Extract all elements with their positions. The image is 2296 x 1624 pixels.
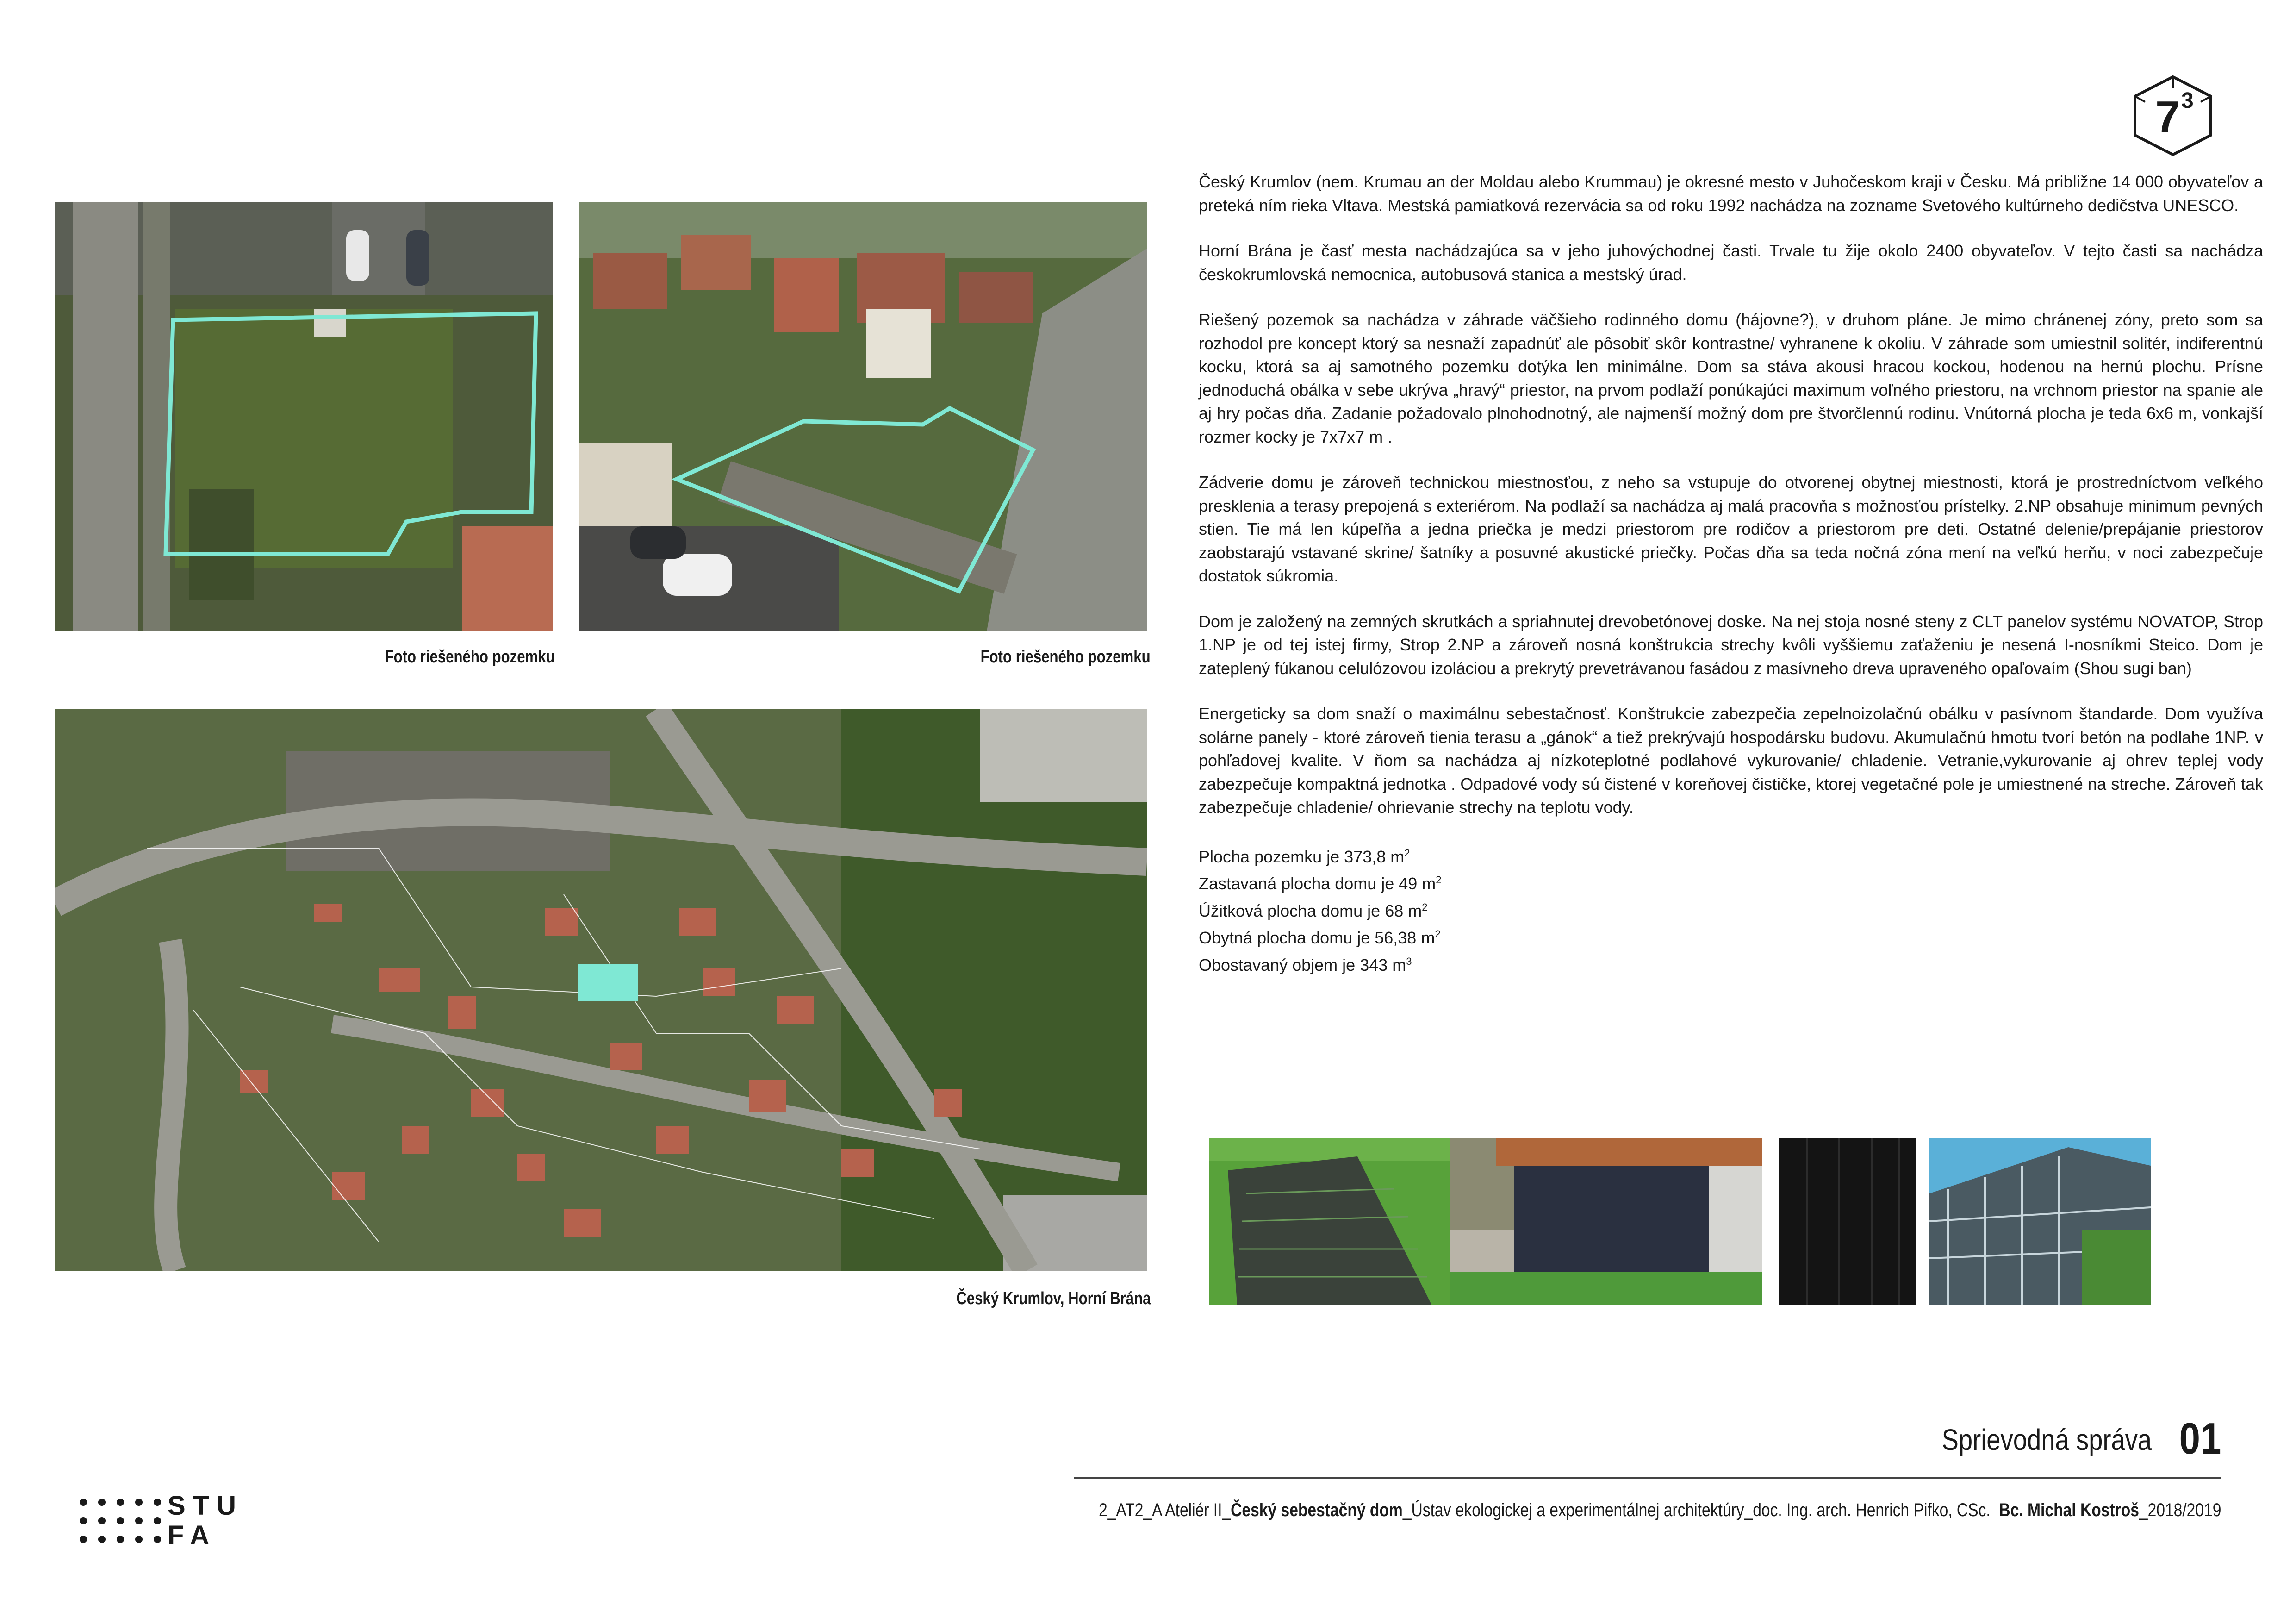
photo-caption-1: Foto riešeného pozemku: [385, 647, 555, 667]
area-item: Úžitková plocha domu je 68 $m^2$: [1199, 901, 1428, 920]
area-item: Zastavaná plocha domu je 49 $m^2$: [1199, 874, 1442, 893]
footer-divider: [1074, 1477, 2221, 1479]
photo-caption-2: Foto riešeného pozemku: [980, 647, 1151, 667]
paragraph-horni-brana: Horní Brána je časť mesta nachádzajúca sa v jeho juhovýchodnej časti. Trvale tu žije okolo 2400 obyvateľov. V tejto časti sa nachádza českokrumlovská nemocnica, autobusová stanica a mestský úrad.: [1199, 241, 2263, 284]
seven-cubed-logo: [2127, 74, 2219, 157]
paragraph-layout: Zádverie domu je zároveň technickou miestnosťou, z neho sa vstupuje do otvorenej obytnej miestnosti, ktorá je prostredníctvom veľkého presklenia a terasy prepojená s exteriérom. Na podlaží sa nachádza aj malá pracovňa s možnosťou prístelky. 2.NP obsahuje minimum pevných stien. Tie má len kúpeľňa a jedna priečka je medzi priestorom pre rodičov a priestorom pre deti. Ostatné delenie/prepájanie priestorov zaobstarajú vstavané skrine/ šatníky a posuvné akustické priečky. Počas dňa sa teda nočná zóna mení na veľkú herňu, v noci zabezpečuje dostatok súkromia.: [1199, 473, 2263, 585]
paragraph-construction: Dom je založený na zemných skrutkách a spriahnutej drevobetónovej doske. Na nej stoja nosné steny z CLT panelov systému NOVATOP, Strop 1.NP je od tej istej firmy, Strop 2.NP a zároveň nosná konštrukcia strechy kvôli vyššiemu zaťaženiu je nesená I-nosníkmi Steico. Dom je zateplený fúkanou celulózovou izoláciou a prekrytý prevetrávanou fasádou z masívneho dreva upraveného opaľovaím (Shou sugi ban): [1199, 612, 2263, 678]
paragraph-site: Riešený pozemok sa nachádza v záhrade väčšieho rodinného domu (hájovne?), v druhom pláne. Je mimo chránenej zóny, preto som sa rozhodol pre koncept ktorý sa nesnaží zapadnúť ale pôsobiť skôr kontrastne/ vyhranene k okoliu. V záhrade som umiestnil solitér, indiferentnú kocku, ktorá sa aj samotného pozemku dotýka len minimálne. Dom sa stáva akousi hracou kockou, hodenou na hernú plochu. Prísne jednoduchá obálka v sebe ukrýva „hravý“ priestor, na prvom podlaží ponúkajúci maximum voľného priestoru, na vrchnom priestor na spanie ale aj hry počas dňa. Zadanie požadovalo plnohodnotný, ale najmenší možný dom pre štvorčlennú rodinu. Vnútorná plocha je teda 6x6 m, vonkajší rozmer kocky je 7x7x7 m .: [1199, 310, 2263, 446]
footer-credits: 2_AT2_A Ateliér II_Český sebestačný dom_Ústav ekologickej a experimentálnej architektúry_doc. Ing. arch. Henrich Pifko, CSc._Bc. Michal Kostroš_2018/2019: [1098, 1500, 2221, 1520]
logo-stu: STU: [168, 1491, 243, 1521]
page-number: 01: [2179, 1414, 2221, 1463]
title-text: Sprievodná správa: [1941, 1423, 2152, 1456]
site-photo-aerial: [55, 202, 553, 631]
cadastral-map: [55, 709, 1147, 1271]
reference-photo-grass-pavers: [1209, 1138, 1455, 1305]
area-item: Obostavaný objem je 343 $m^3$: [1199, 955, 1412, 974]
paragraph-intro: Český Krumlov (nem. Krumau an der Moldau alebo Krummau) je okresné mesto v Juhočeskom kraji v Česku. Má približne 14 000 obyvateľov a preteká ním rieka Vltava. Mestská pamiatková rezervácia sa od roku 1992 nachádza na zozname Svetového kultúrneho dedičstva UNESCO.: [1199, 172, 2263, 215]
stu-fa-logo: [79, 1491, 243, 1558]
reference-photo-charred-wood: [1779, 1138, 1916, 1305]
area-item: Plocha pozemku je 373,8 $m^2$: [1199, 847, 1410, 866]
logo-digit: 7: [2155, 92, 2180, 142]
logo-exponent: 3: [2181, 88, 2194, 113]
paragraph-energy: Energeticky sa dom snaží o maximálnu sebestačnosť. Konštrukcie zabezpečia zepelnoizolačnú obálku v pasívnom štandarde. Dom využíva solárne panely - ktoré zároveň tienia terasu a „gánok“ a tiež prekrývajú hospodársku budovu. Akumulačnú hmotu tvorí betón na podlahe 1NP. v pohľadovej kvalite. V ňom sa nachádza aj nízkoteplotné podlahové vykurovanie/ chladenie. Vetranie,vykurovanie aj ohrev teplej vody zabezpečuje kompaktná jednotka . Odpadové vody sú čistené v koreňovej čističke, ktorej vegetačné pole je umiestnené na streche. Zároveň tak zabezpečuje chladenie/ ohrievanie strechy na teplotu vody.: [1199, 704, 2263, 817]
site-photo-oblique: [579, 202, 1147, 631]
logo-fa: FA: [168, 1520, 217, 1550]
page-title: [1941, 1410, 2221, 1461]
reference-photo-solar-facade: [1929, 1138, 2151, 1305]
area-item: Obytná plocha domu je 56,38 $m^2$: [1199, 928, 1441, 947]
map-caption: Český Krumlov, Horní Brána: [956, 1289, 1151, 1308]
area-list: [1199, 842, 2263, 977]
reference-photo-dark-house: [1450, 1138, 1762, 1305]
description-text: [1199, 170, 2263, 977]
